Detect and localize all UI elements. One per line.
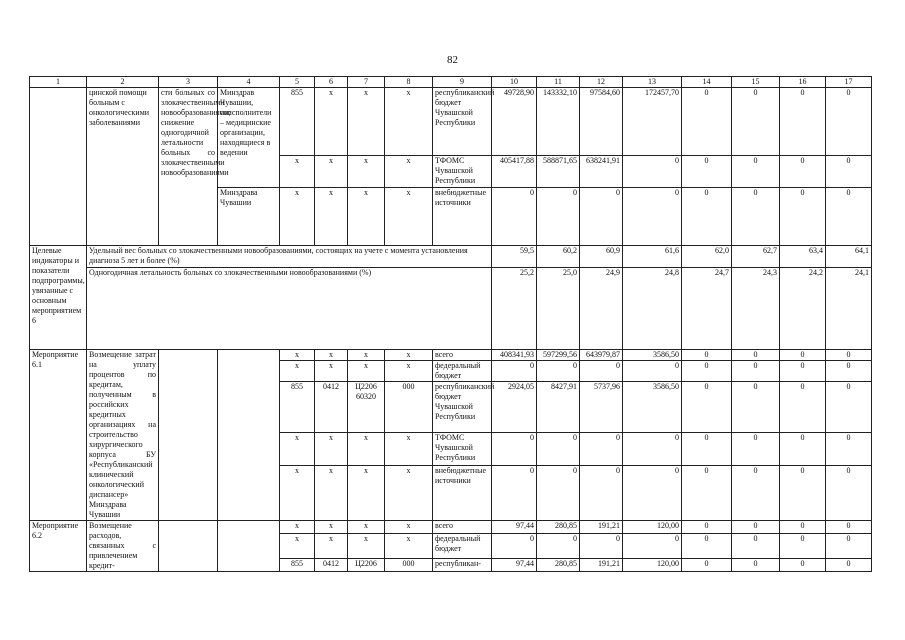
code-cell: x [315,465,348,520]
value-cell: 0 [826,521,872,534]
funding-source-cell: республикан- [433,558,492,571]
value-cell: 3586,50 [623,382,682,433]
value-cell: 5737,96 [580,382,623,433]
value-cell: 97,44 [492,558,537,571]
column-number: 4 [218,77,280,88]
indicator-value-cell: 60,2 [537,246,580,268]
column-number: 17 [826,77,872,88]
indicator-value-cell: 25,2 [492,268,537,350]
funding-source-cell: всего [433,350,492,361]
code-cell: x [315,156,348,188]
indicator-value-cell: 62,0 [682,246,732,268]
funding-source-cell: внебюджетные источники [433,188,492,246]
table-row [30,268,872,350]
code-cell: 0412 [315,558,348,571]
value-cell: 0 [732,433,780,465]
column-number: 14 [682,77,732,88]
value-cell: 0 [732,156,780,188]
value-cell: 97,44 [492,521,537,534]
value-cell: 0 [780,188,826,246]
code-cell: x [315,521,348,534]
value-cell: 3586,50 [623,350,682,361]
code-cell: 855 [280,558,315,571]
code-cell: x [348,433,385,465]
value-cell: 0 [732,188,780,246]
column-number: 2 [87,77,159,88]
code-cell: x [385,188,433,246]
code-cell: x [385,465,433,520]
table-row [30,521,872,534]
goal-cell: сти больных со злокачественными новообразованиями; снижение одногодичной летальности больных со злокачественными новообразованиями [159,88,218,246]
value-cell: 0 [682,350,732,361]
value-cell: 0 [537,361,580,382]
indicator-value-cell: 25,0 [537,268,580,350]
value-cell: 97584,60 [580,88,623,156]
value-cell: 0 [826,156,872,188]
value-cell: 0 [580,188,623,246]
funding-source-cell: всего [433,521,492,534]
value-cell: 0 [580,433,623,465]
funding-source-cell: ТФОМС Чувашской Республики [433,156,492,188]
value-cell: 0 [826,382,872,433]
indicator-text-cell: Удельный вес больных со злокачественными новообразованиями, состоящих на учете с момента установления диагноза 5 лет и более (%) [87,246,492,268]
value-cell: 0 [682,188,732,246]
measure-name-cell: цинской помощи больным с онкологическими заболеваниями [87,88,159,246]
value-cell: 0 [492,188,537,246]
empty-cell [30,88,87,246]
code-cell: x [348,156,385,188]
code-cell: x [348,350,385,361]
column-number: 10 [492,77,537,88]
value-cell: 0 [623,188,682,246]
measure-desc-cell: Возмещение расходов, связанных с привлечением кредит- [87,521,159,572]
value-cell: 0 [826,558,872,571]
column-number: 8 [385,77,433,88]
value-cell: 0 [492,433,537,465]
code-cell: 855 [280,382,315,433]
value-cell: 0 [732,521,780,534]
responsible-cell: Минздрав Чувашии, соисполнители – медицинские организации, находящиеся в ведении [218,88,280,188]
value-cell: 143332,10 [537,88,580,156]
table-row [30,88,872,156]
indicator-value-cell: 24,1 [826,268,872,350]
value-cell: 0 [682,521,732,534]
funding-source-cell: федеральный бюджет [433,534,492,559]
column-number: 6 [315,77,348,88]
code-cell: x [385,521,433,534]
code-cell: x [315,350,348,361]
targets-label-cell: Целевые индикаторы и показатели подпрограммы, увязанные с основным мероприятием 6 [30,246,87,350]
value-cell: 405417,88 [492,156,537,188]
empty-cell [218,350,280,521]
column-number: 1 [30,77,87,88]
value-cell: 172457,70 [623,88,682,156]
value-cell: 191,21 [580,558,623,571]
funding-source-cell: внебюджетные источники [433,465,492,520]
value-cell: 0 [623,433,682,465]
column-number: 5 [280,77,315,88]
value-cell: 0 [826,465,872,520]
code-cell: x [385,534,433,559]
code-cell: x [348,361,385,382]
value-cell: 0 [780,433,826,465]
value-cell: 0 [732,534,780,559]
code-cell: Ц2206 60320 [348,382,385,433]
code-cell: x [348,521,385,534]
value-cell: 8427,91 [537,382,580,433]
header-row [30,77,872,88]
value-cell: 280,85 [537,558,580,571]
code-cell: x [385,156,433,188]
value-cell: 0 [492,534,537,559]
code-cell: 855 [280,88,315,156]
indicator-value-cell: 60,9 [580,246,623,268]
code-cell: 0412 [315,382,348,433]
measure-label-cell: Мероприятие 6.1 [30,350,87,521]
value-cell: 0 [780,156,826,188]
value-cell: 408341,93 [492,350,537,361]
value-cell: 120,00 [623,558,682,571]
value-cell: 0 [682,156,732,188]
measure-label-cell: Мероприятие 6.2 [30,521,87,572]
code-cell: x [280,350,315,361]
code-cell: x [315,361,348,382]
value-cell: 0 [732,465,780,520]
code-cell: x [348,188,385,246]
code-cell: x [348,534,385,559]
value-cell: 0 [682,534,732,559]
budget-table [29,76,872,572]
value-cell: 0 [826,188,872,246]
value-cell: 120,00 [623,521,682,534]
indicator-value-cell: 61,6 [623,246,682,268]
code-cell: 000 [385,558,433,571]
code-cell: x [385,361,433,382]
value-cell: 0 [732,558,780,571]
column-number: 16 [780,77,826,88]
value-cell: 280,85 [537,521,580,534]
responsible-cell: Минздрава Чувашии [218,188,280,246]
funding-source-cell: федеральный бюджет [433,361,492,382]
page-number: 82 [447,54,458,66]
code-cell: x [385,350,433,361]
value-cell: 0 [623,361,682,382]
value-cell: 0 [826,350,872,361]
code-cell: x [280,156,315,188]
value-cell: 2924,05 [492,382,537,433]
value-cell: 0 [732,350,780,361]
value-cell: 0 [580,465,623,520]
column-number: 13 [623,77,682,88]
value-cell: 0 [780,465,826,520]
table-row [30,246,872,268]
indicator-value-cell: 62,7 [732,246,780,268]
indicator-value-cell: 24,7 [682,268,732,350]
funding-source-cell: республиканский бюджет Чувашской Республики [433,382,492,433]
code-cell: x [280,361,315,382]
value-cell: 0 [732,382,780,433]
value-cell: 0 [780,521,826,534]
value-cell: 0 [826,361,872,382]
indicator-text-cell: Одногодичная летальность больных со злокачественными новообразованиями (%) [87,268,492,350]
value-cell: 0 [623,156,682,188]
funding-source-cell: республиканский бюджет Чувашской Республики [433,88,492,156]
measure-desc-cell: Возмещение затрат на уплату процентов по кредитам, полученным в российских кредитных организациях на строительство хирургического корпуса БУ «Республиканский клинический онкологический диспансер» Минздрава Чувашии [87,350,159,521]
code-cell: x [280,521,315,534]
column-number: 3 [159,77,218,88]
empty-cell [159,521,218,572]
code-cell: x [385,88,433,156]
value-cell: 0 [780,88,826,156]
column-number: 11 [537,77,580,88]
column-number: 15 [732,77,780,88]
code-cell: x [315,188,348,246]
value-cell: 0 [492,465,537,520]
indicator-value-cell: 24,2 [780,268,826,350]
indicator-value-cell: 59,5 [492,246,537,268]
indicator-value-cell: 64,1 [826,246,872,268]
code-cell: x [348,88,385,156]
value-cell: 0 [682,361,732,382]
code-cell: x [280,465,315,520]
value-cell: 0 [826,88,872,156]
indicator-value-cell: 24,8 [623,268,682,350]
value-cell: 0 [780,382,826,433]
value-cell: 0 [623,465,682,520]
value-cell: 597299,56 [537,350,580,361]
code-cell: Ц2206 [348,558,385,571]
value-cell: 643979,87 [580,350,623,361]
value-cell: 0 [623,534,682,559]
value-cell: 638241,91 [580,156,623,188]
indicator-value-cell: 24,9 [580,268,623,350]
code-cell: x [385,433,433,465]
value-cell: 0 [826,433,872,465]
value-cell: 0 [682,88,732,156]
indicator-value-cell: 24,3 [732,268,780,350]
code-cell: x [280,433,315,465]
value-cell: 191,21 [580,521,623,534]
code-cell: x [315,88,348,156]
value-cell: 0 [732,88,780,156]
code-cell: x [315,534,348,559]
column-number: 7 [348,77,385,88]
value-cell: 0 [732,361,780,382]
value-cell: 0 [537,433,580,465]
value-cell: 0 [826,534,872,559]
value-cell: 0 [682,558,732,571]
value-cell: 0 [780,350,826,361]
value-cell: 0 [780,558,826,571]
indicator-value-cell: 63,4 [780,246,826,268]
value-cell: 0 [580,361,623,382]
value-cell: 0 [780,361,826,382]
empty-cell [218,521,280,572]
value-cell: 588871,65 [537,156,580,188]
value-cell: 0 [537,534,580,559]
code-cell: x [280,188,315,246]
value-cell: 0 [537,465,580,520]
value-cell: 0 [682,465,732,520]
code-cell: x [280,534,315,559]
value-cell: 0 [537,188,580,246]
value-cell: 0 [780,534,826,559]
value-cell: 0 [682,382,732,433]
value-cell: 0 [580,534,623,559]
code-cell: 000 [385,382,433,433]
value-cell: 0 [682,433,732,465]
code-cell: x [348,465,385,520]
empty-cell [159,350,218,521]
funding-source-cell: ТФОМС Чувашской Республики [433,433,492,465]
column-number: 9 [433,77,492,88]
code-cell: x [315,433,348,465]
column-number: 12 [580,77,623,88]
value-cell: 49728,90 [492,88,537,156]
table-row [30,350,872,361]
value-cell: 0 [492,361,537,382]
